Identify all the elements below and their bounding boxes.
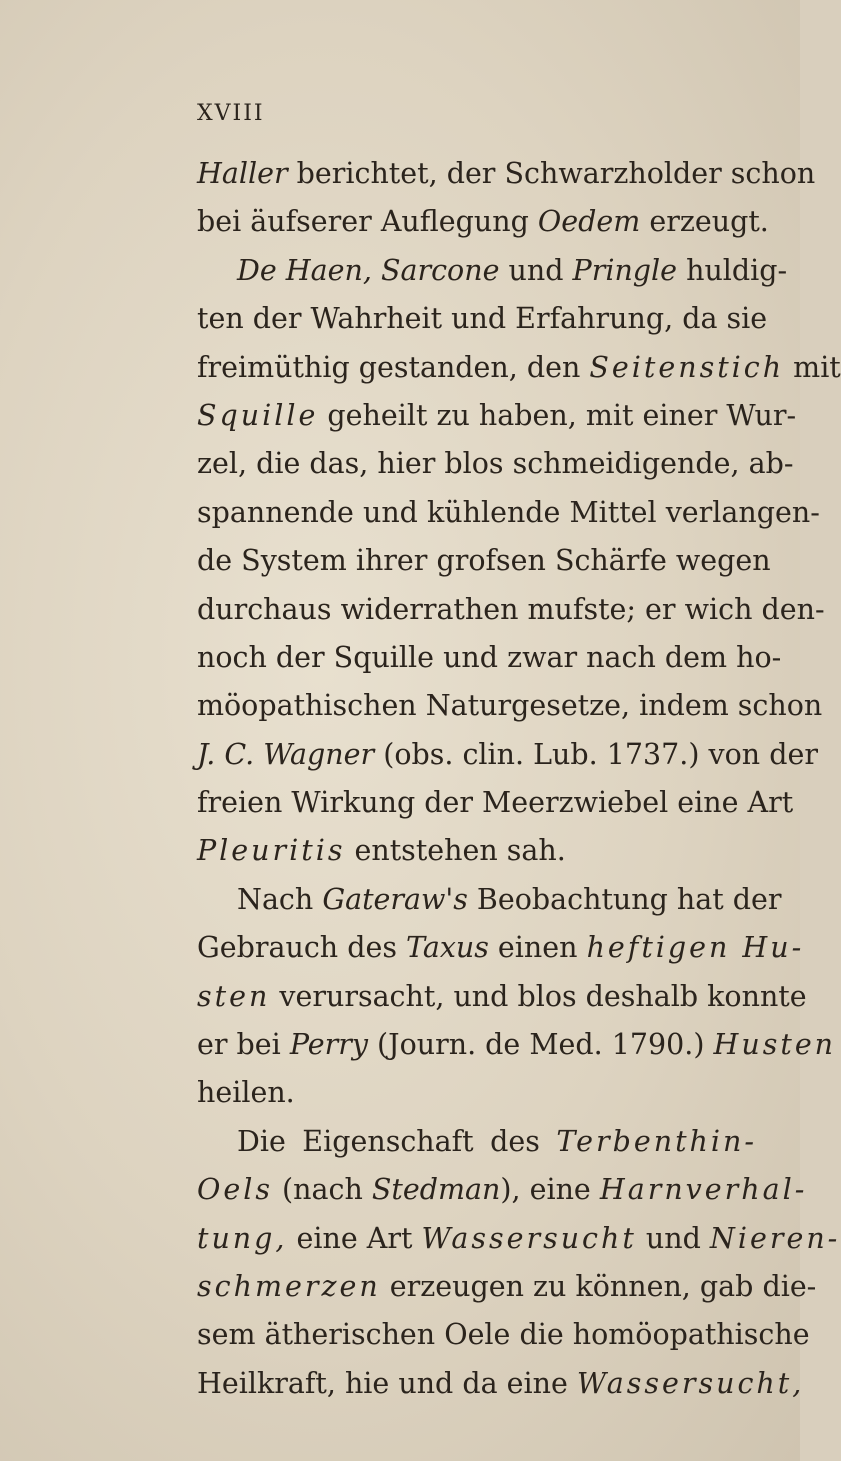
text-run: Oels: [197, 1173, 273, 1207]
text-run: sem ätherischen Oele die homöopathische: [197, 1318, 810, 1352]
text-run: entstehen sah.: [345, 834, 566, 868]
text-run: huldig-: [677, 253, 788, 287]
text-line: [197, 731, 818, 779]
text-run: Gateraw's: [322, 882, 468, 916]
text-line: [197, 489, 820, 537]
text-run: durchaus widerrathen mufste; er wich den-: [197, 592, 825, 626]
text-line: [197, 150, 816, 198]
page-folio: XVIII: [197, 101, 265, 126]
text-run: Oedem: [537, 205, 641, 239]
text-run: Squille: [197, 398, 319, 432]
text-run: freien Wirkung der Meerzwiebel eine Art: [197, 786, 794, 820]
text-line: [197, 247, 788, 295]
text-run: Gebrauch des: [197, 931, 407, 965]
text-run: Die Eigenschaft des: [237, 1124, 557, 1158]
text-run: Pleuritis: [197, 834, 346, 868]
text-run: Terbenthin-: [556, 1124, 757, 1158]
text-run: ten der Wahrheit und Erfahrung, da sie: [197, 302, 768, 336]
text-run: Perry: [289, 1028, 368, 1062]
text-run: Harnverhal-: [599, 1173, 808, 1207]
text-run: berichtet, der Schwarzholder schon: [287, 157, 816, 190]
text-line: [197, 827, 757, 875]
text-run: Taxus: [406, 931, 489, 965]
text-line: [197, 1021, 837, 1069]
text-line: [197, 682, 823, 730]
text-run: tung,: [197, 1221, 288, 1255]
text-line: [197, 586, 825, 634]
text-run: einen: [488, 931, 587, 965]
text-run: Haller: [197, 157, 288, 190]
text-run: heilen.: [197, 1076, 295, 1110]
text-line: [197, 537, 771, 585]
text-run: möopathischen Naturgesetze, indem schon: [197, 689, 823, 723]
text-line: [197, 1166, 808, 1214]
text-line: [197, 1263, 817, 1311]
text-line: [197, 392, 797, 440]
text-run: heftigen Hu-: [586, 931, 805, 965]
body-text: [197, 150, 841, 1408]
text-line: [197, 779, 794, 827]
text-line: [197, 973, 807, 1021]
text-line: [197, 1360, 805, 1408]
text-run: (obs. clin. Lub. 1737.) von der: [374, 737, 818, 771]
text-run: zel, die das, hier blos schmeidigende, ab-: [197, 447, 794, 481]
text-run: (Journ. de Med. 1790.): [367, 1028, 714, 1062]
text-run: und: [499, 253, 573, 287]
text-run: schmerzen: [197, 1269, 381, 1303]
text-run: de System ihrer grofsen Schärfe wegen: [197, 544, 771, 578]
text-run: J. C. Wagner: [197, 737, 375, 771]
text-line: [197, 924, 805, 972]
text-line: [197, 295, 768, 343]
text-run: Nach: [237, 882, 323, 916]
text-line: [197, 198, 769, 246]
text-run: freimüthig gestanden, den: [197, 350, 590, 384]
text-line: [197, 440, 794, 488]
text-line: [197, 1215, 841, 1263]
text-run: ), eine: [500, 1173, 600, 1207]
text-run: sten: [197, 979, 271, 1013]
text-run: eine Art: [287, 1221, 422, 1255]
text-run: erzeugt.: [640, 205, 769, 239]
text-run: noch der Squille und zwar nach dem ho-: [197, 640, 782, 674]
text-run: Husten: [713, 1028, 837, 1062]
text-run: er bei: [197, 1028, 290, 1062]
text-run: verursacht, und blos deshalb konnte: [270, 979, 807, 1013]
text-run: und: [636, 1221, 710, 1255]
text-run: bei äufserer Auflegung: [197, 205, 538, 239]
text-run: (nach: [272, 1173, 372, 1207]
text-run: De Haen, Sarcone: [237, 253, 500, 287]
text-line: [197, 1311, 810, 1359]
text-run: Beobachtung hat der: [467, 882, 782, 916]
text-line: [197, 876, 782, 924]
text-run: Wassersucht,: [576, 1366, 805, 1400]
text-run: spannende und kühlende Mittel verlangen-: [197, 495, 820, 529]
text-run: Seitenstich: [589, 350, 785, 384]
text-run: Nieren-: [709, 1221, 841, 1255]
text-run: Pringle: [572, 253, 678, 287]
text-run: Heilkraft, hie und da eine: [197, 1366, 577, 1400]
text-run: erzeugen zu können, gab die-: [380, 1269, 817, 1303]
text-run: Stedman: [371, 1173, 501, 1207]
text-run: mit: [784, 350, 841, 384]
text-run: geheilt zu haben, mit einer Wur-: [318, 398, 797, 432]
text-line: [197, 344, 841, 392]
text-line: [197, 634, 782, 682]
text-line: [197, 1118, 757, 1166]
text-run: Wassersucht: [421, 1221, 637, 1255]
text-line: [197, 1069, 757, 1117]
